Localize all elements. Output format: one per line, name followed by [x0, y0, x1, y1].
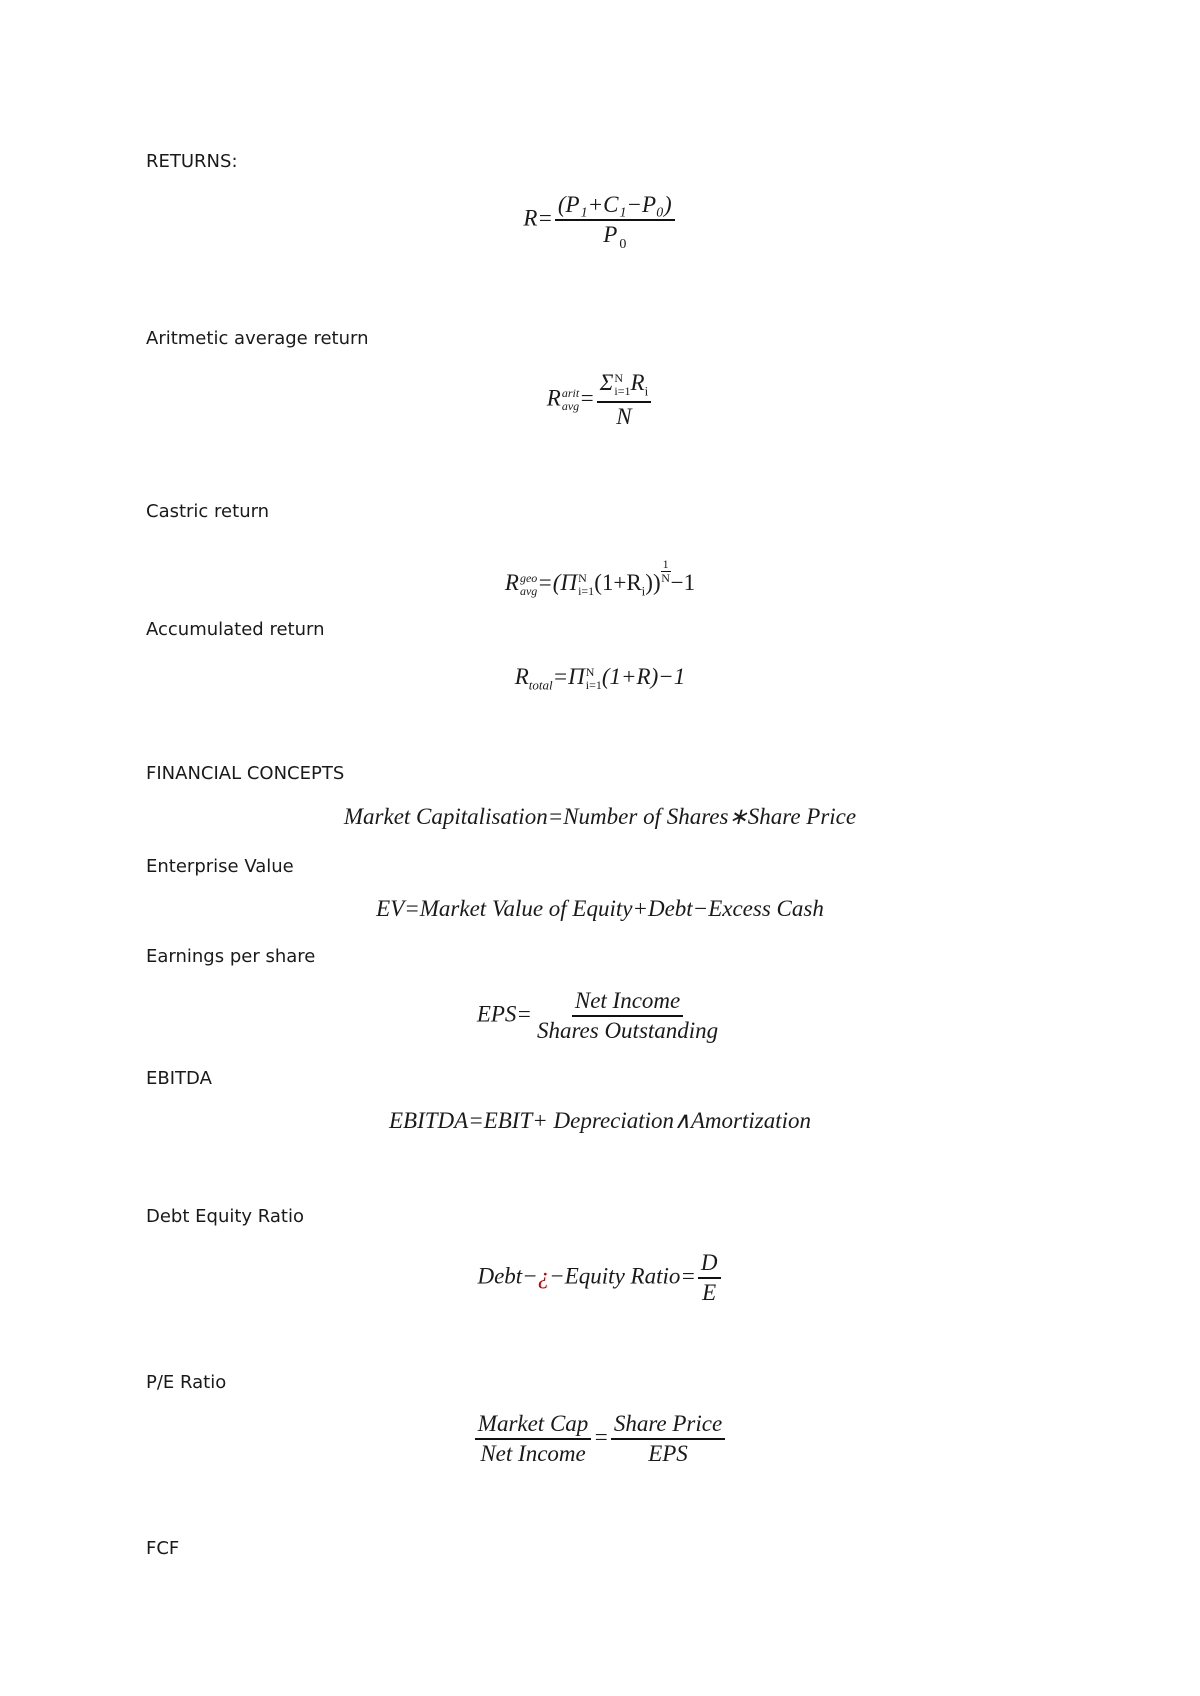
formula-pe-ratio: $\frac{\text{Market Cap}}{\text{Net Income}}$ = $\frac{\text{Share Price}}{\text{EPS}}$: [0, 1411, 1200, 1468]
formula-enterprise-value: EV=Market Value of Equity+Debt−Excess Cash: [376, 896, 824, 921]
label-fcf: FCF: [146, 1538, 180, 1559]
formula-debt-equity-ratio: Debt−¿−Equity Ratio= $\frac{D}{E}$: [0, 1250, 1200, 1307]
label-debt-equity-ratio: Debt Equity Ratio: [146, 1206, 304, 1227]
section-heading-returns: RETURNS:: [146, 151, 238, 172]
label-pe-ratio: P/E Ratio: [146, 1372, 227, 1393]
returns-numerator: (P₁+C₁−P₀): [555, 192, 675, 221]
unrendered-symbol: ¿: [537, 1263, 550, 1289]
formula-eps: EPS= $\frac{\text{Net Income}}{\text{Shares Outstanding}}$: [476, 988, 719, 1044]
formula-accumulated-return: $R_{total}=\Pi$ N i=1 (1+R)−1: [514, 664, 686, 693]
formula-arithmetic-return: R arit avg = Σ N i=1 $R_i$ N: [0, 370, 1200, 430]
label-eps: Earnings per share: [146, 946, 316, 967]
formula-ebitda: EBITDA=EBIT+ Depreciation∧Amortization: [388, 1108, 811, 1133]
label-ebitda: EBITDA: [146, 1068, 212, 1089]
label-arithmetic-return: Aritmetic average return: [146, 328, 369, 349]
formula-geometric-return: R geo avg =(Π N i=1 $(1+R_i)$) $\frac{1}{N}$ −1: [504, 557, 696, 599]
label-accumulated-return: Accumulated return: [146, 619, 325, 640]
formula-returns: R= $\frac{\text{(P₁+C₁−P₀)}}{P _0}$: [0, 192, 1200, 249]
returns-denominator: P: [603, 222, 618, 248]
section-heading-financial-concepts: FINANCIAL CONCEPTS: [146, 763, 345, 784]
formula-market-cap: Market Capitalisation=Number of Shares∗Share Price: [343, 804, 857, 829]
label-enterprise-value: Enterprise Value: [146, 856, 294, 877]
label-geometric-return: Castric return: [146, 501, 270, 522]
